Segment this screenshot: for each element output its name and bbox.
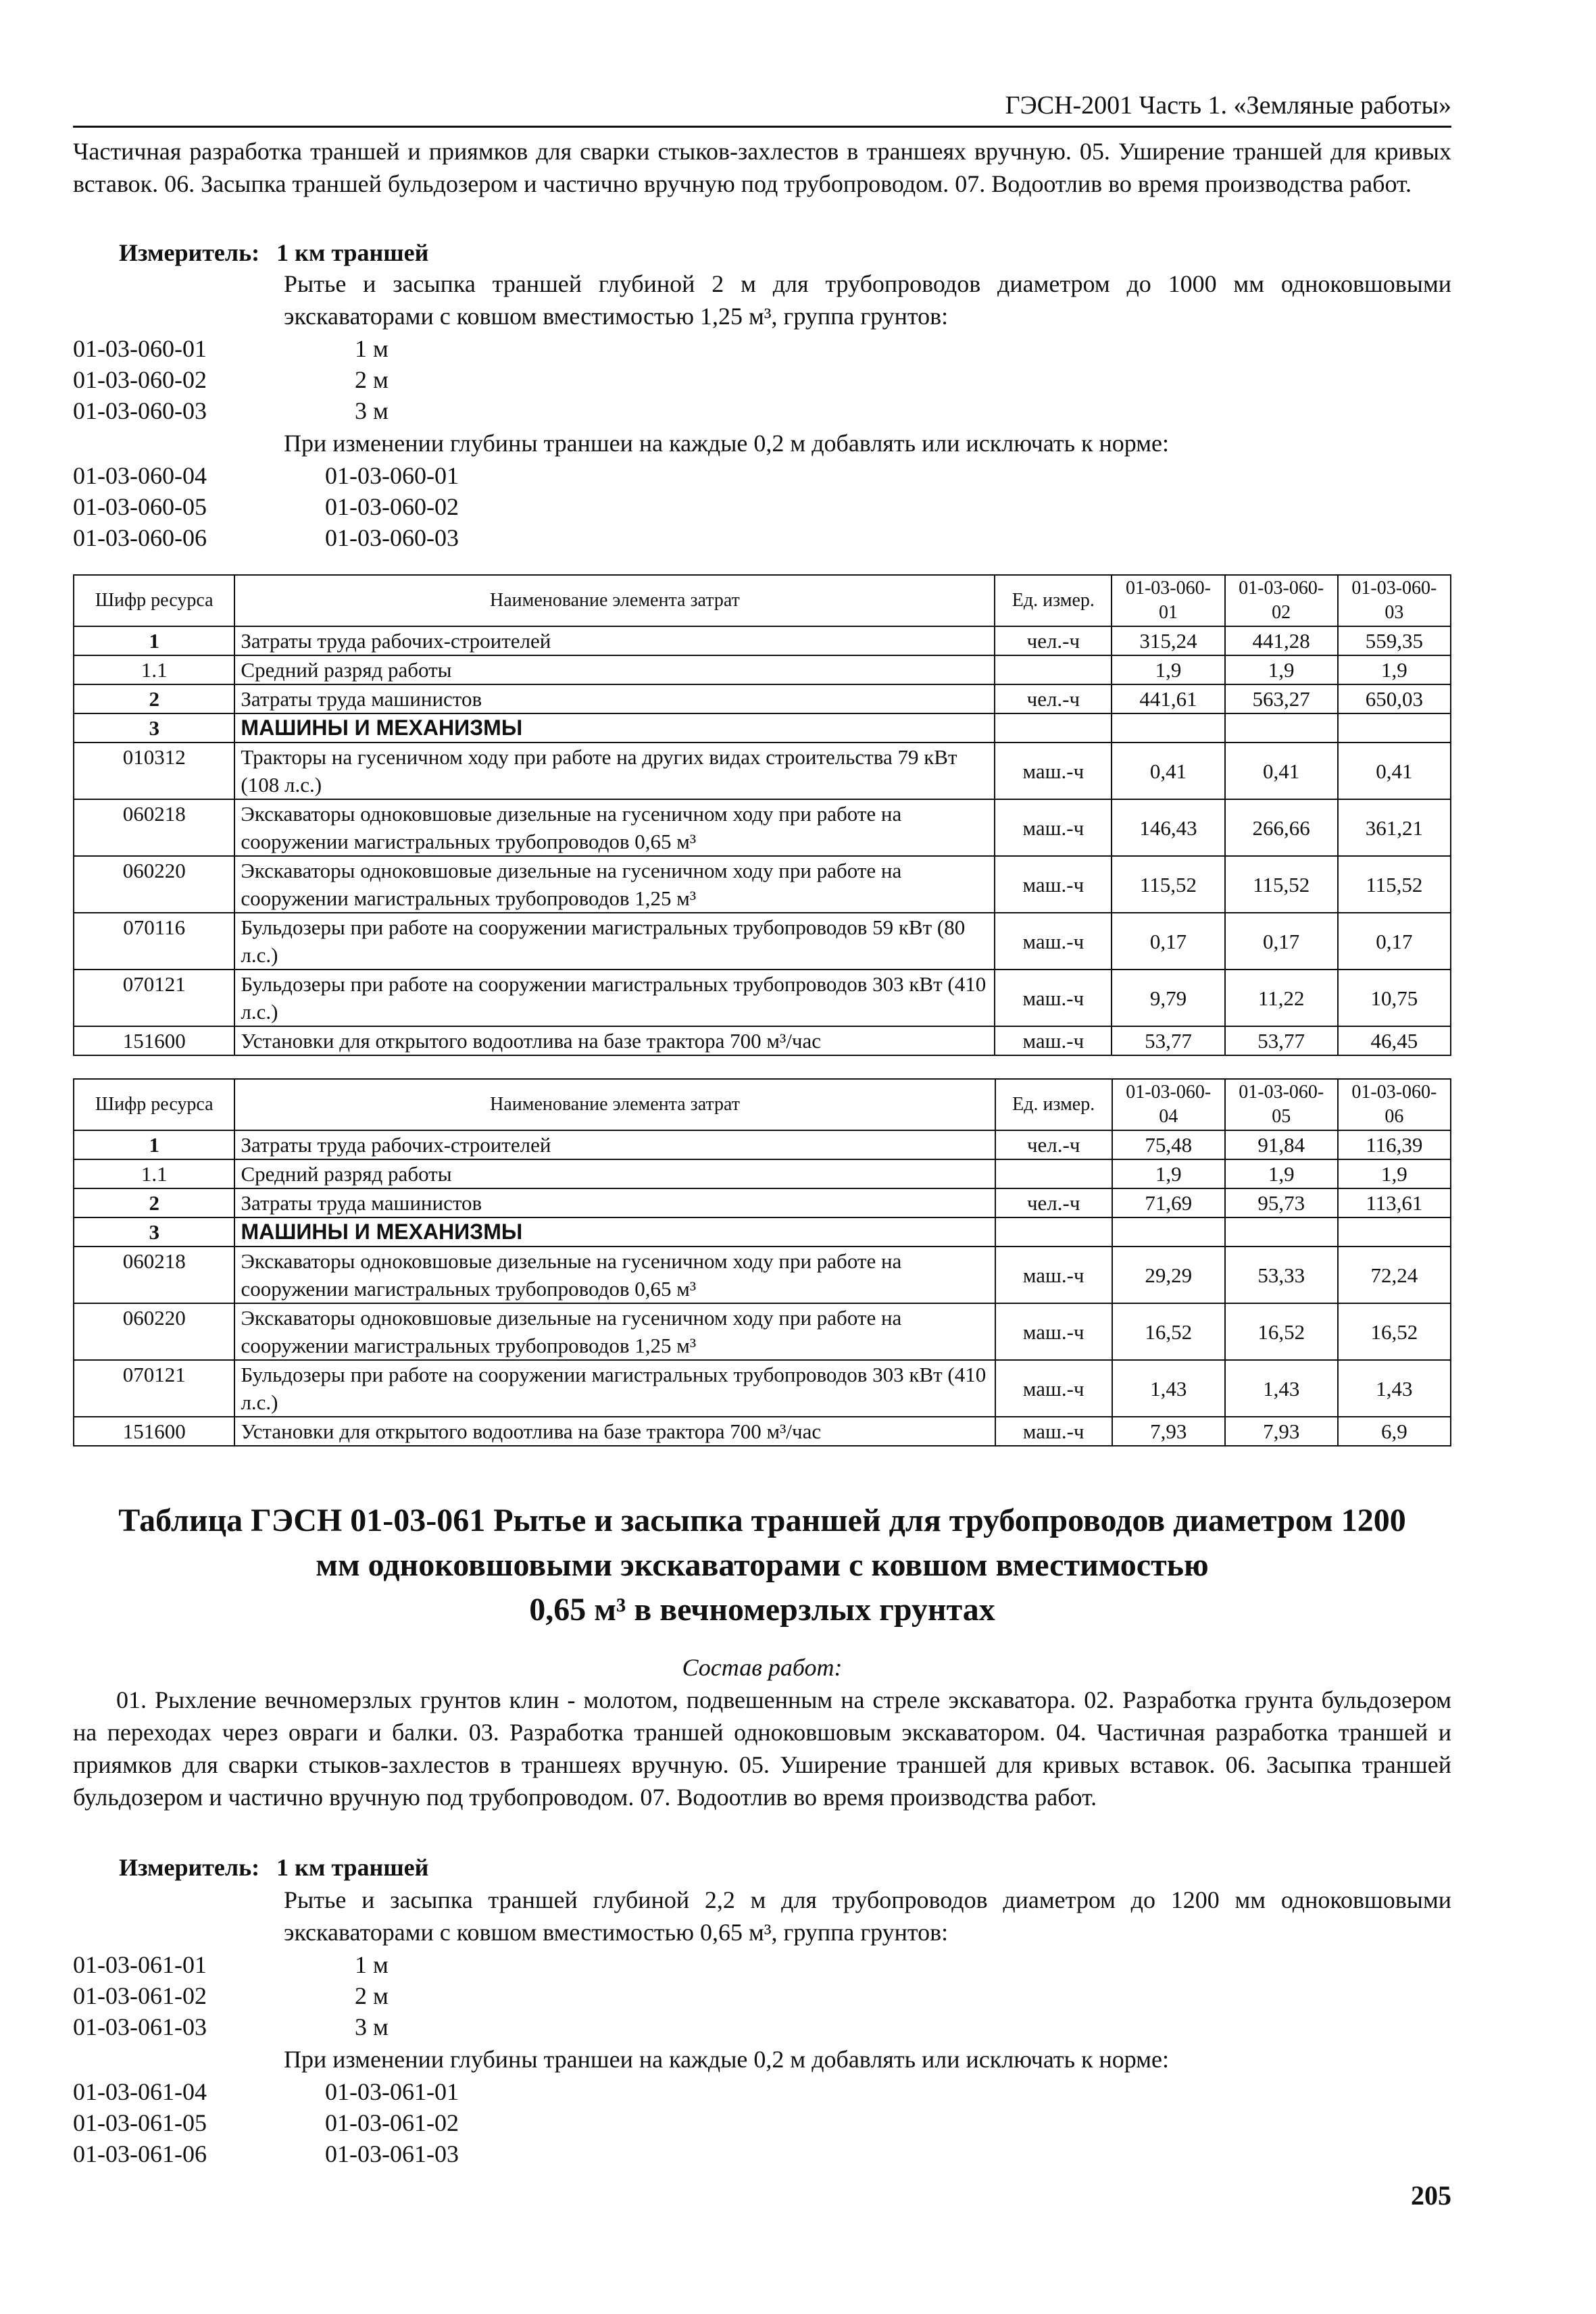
unit-cell: маш.-ч <box>995 970 1112 1026</box>
norm-value-cell: 53,77 <box>1225 1026 1338 1055</box>
norm-value-cell: 75,48 <box>1112 1130 1225 1159</box>
norm-value-cell: 115,52 <box>1112 856 1224 913</box>
norm-value-cell: 1,9 <box>1338 655 1451 684</box>
unit-cell <box>995 655 1112 684</box>
table-title <box>73 1499 1451 1632</box>
norm-code-value: 3 м <box>355 2013 389 2040</box>
depth-code: 01-03-061-05 <box>73 2109 207 2136</box>
unit-cell: чел.-ч <box>995 626 1112 655</box>
norm-value-cell: 0,17 <box>1338 913 1451 970</box>
norm-value-cell <box>1112 1217 1225 1247</box>
resource-code-cell: 1 <box>74 1130 234 1159</box>
unit-cell: маш.-ч <box>995 913 1112 970</box>
resource-code-cell: 060220 <box>74 1303 234 1360</box>
cost-element-cell: Затраты труда машинистов <box>234 684 995 713</box>
depth-code-row <box>73 522 459 553</box>
norm-value-cell <box>1225 713 1338 743</box>
norm-value-cell: 16,52 <box>1338 1303 1451 1360</box>
resource-code-cell: 1 <box>74 626 234 655</box>
norm-value-cell: 10,75 <box>1338 970 1451 1026</box>
table-header-row <box>74 1079 1451 1130</box>
norm-code: 01-03-060-03 <box>73 397 207 424</box>
norm-description: Рытье и засыпка траншей глубиной 2,2 м для трубопроводов диаметром до 1200 мм одноковшовыми экскаваторами с ковшом вместимостью 0,65 м³, группа грунтов: <box>284 1886 1451 1946</box>
norm-value-cell: 1,43 <box>1112 1360 1225 1417</box>
resource-code-cell: 151600 <box>74 1026 234 1055</box>
norm-value-cell: 6,9 <box>1338 1417 1451 1446</box>
unit-cell: маш.-ч <box>995 856 1112 913</box>
norm-code-row <box>73 1980 389 2011</box>
norm-code-row <box>73 363 389 395</box>
table-row <box>74 1247 1451 1303</box>
norm-code-value: 1 м <box>355 1951 389 1978</box>
depth-note: При изменении глубины траншеи на каждые 0,2 м добавлять или исключать к норме: <box>284 430 1169 457</box>
norm-code-row <box>73 395 389 426</box>
unit-cell: маш.-ч <box>995 1247 1112 1303</box>
norm-value-cell: 46,45 <box>1338 1026 1451 1055</box>
header-norm-5: 01-03-060-05 <box>1225 1079 1338 1130</box>
unit-cell: маш.-ч <box>995 1417 1112 1446</box>
resource-code-cell: 2 <box>74 684 234 713</box>
page-number: 205 <box>1411 2180 1451 2211</box>
resource-code-cell: 1.1 <box>74 655 234 684</box>
norm-code-value: 1 м <box>355 335 389 362</box>
norm-code: 01-03-060-02 <box>73 366 207 393</box>
table-title-line: 0,65 м³ в вечномерзлых грунтах <box>529 1592 995 1628</box>
depth-note: При изменении глубины траншеи на каждые 0,2 м добавлять или исключать к норме: <box>284 2046 1169 2073</box>
norm-value-cell: 1,43 <box>1225 1360 1338 1417</box>
norm-value-cell: 29,29 <box>1112 1247 1225 1303</box>
measurer-value: 1 км траншей <box>276 1854 429 1881</box>
header-unit: Ед. измер. <box>995 575 1112 626</box>
header-cost-element: Наименование элемента затрат <box>234 1079 995 1130</box>
norm-code-value: 3 м <box>355 397 389 424</box>
norm-value-cell: 91,84 <box>1225 1130 1338 1159</box>
resource-code-cell: 070121 <box>74 970 234 1026</box>
table-row <box>74 1217 1451 1247</box>
resource-code-cell: 3 <box>74 713 234 743</box>
norm-value-cell: 266,66 <box>1225 799 1338 856</box>
depth-code: 01-03-060-04 <box>73 462 207 489</box>
norm-value-cell: 7,93 <box>1112 1417 1225 1446</box>
norm-value-cell <box>1338 1217 1451 1247</box>
table-row <box>74 856 1451 913</box>
depth-code-ref: 01-03-061-03 <box>325 2140 459 2167</box>
norm-value-cell: 11,22 <box>1225 970 1338 1026</box>
unit-cell: маш.-ч <box>995 799 1112 856</box>
header-resource-code: Шифр ресурса <box>74 1079 234 1130</box>
header-rule <box>73 126 1451 128</box>
norm-value-cell <box>1338 713 1451 743</box>
unit-cell: маш.-ч <box>995 1303 1112 1360</box>
norm-value-cell: 1,9 <box>1112 655 1224 684</box>
norm-code-value: 2 м <box>355 366 389 393</box>
table-row <box>74 1188 1451 1217</box>
table-row <box>74 655 1451 684</box>
norm-code: 01-03-061-03 <box>73 2013 207 2040</box>
table-row <box>74 1026 1451 1055</box>
resource-code-cell: 010312 <box>74 743 234 799</box>
norm-code-value: 2 м <box>355 1982 389 2009</box>
norm-value-cell: 113,61 <box>1338 1188 1451 1217</box>
resource-code-cell: 151600 <box>74 1417 234 1446</box>
table-row <box>74 1417 1451 1446</box>
header-norm-4: 01-03-060-04 <box>1112 1079 1225 1130</box>
norm-code: 01-03-061-02 <box>73 1982 207 2009</box>
norm-value-cell: 0,17 <box>1112 913 1224 970</box>
cost-element-cell: Средний разряд работы <box>234 1159 995 1188</box>
measurer-line <box>119 1851 428 1884</box>
table-row <box>74 1130 1451 1159</box>
resource-code-cell: 070116 <box>74 913 234 970</box>
table-row <box>74 626 1451 655</box>
cost-element-cell: МАШИНЫ И МЕХАНИЗМЫ <box>234 1217 995 1247</box>
norm-value-cell: 441,28 <box>1225 626 1338 655</box>
unit-cell <box>995 1217 1112 1247</box>
norm-code-row <box>73 332 389 363</box>
norm-value-cell: 361,21 <box>1338 799 1451 856</box>
resource-code-cell: 070121 <box>74 1360 234 1417</box>
resource-code-cell: 060220 <box>74 856 234 913</box>
table-row <box>74 970 1451 1026</box>
header-norm-6: 01-03-060-06 <box>1338 1079 1451 1130</box>
works-continuation-text: Частичная разработка траншей и приямков для сварки стыков-захлестов в траншеях вручную. 05. Уширение траншей для кривых вставок. 06. Засыпка траншей бульдозером и частично вручную под трубопроводом. 07. Водоотлив во время производства работ. <box>73 138 1451 197</box>
table-header-row <box>74 575 1451 626</box>
cost-element-cell: Установки для открытого водоотлива на базе трактора 700 м³/час <box>234 1417 995 1446</box>
depth-code-ref: 01-03-061-02 <box>325 2109 459 2136</box>
norm-code-row <box>73 2011 389 2042</box>
unit-cell: чел.-ч <box>995 684 1112 713</box>
norm-value-cell: 1,43 <box>1338 1360 1451 1417</box>
unit-cell: маш.-ч <box>995 743 1112 799</box>
cost-element-cell: Бульдозеры при работе на сооружении магистральных трубопроводов 303 кВт (410 л.с.) <box>234 970 995 1026</box>
cost-element-cell: Тракторы на гусеничном ходу при работе на других видах строительства 79 кВт (108 л.с.) <box>234 743 995 799</box>
depth-code: 01-03-061-04 <box>73 2078 207 2105</box>
unit-cell: маш.-ч <box>995 1360 1112 1417</box>
measurer-line <box>119 236 428 269</box>
header-cost-element: Наименование элемента затрат <box>234 575 995 626</box>
norm-value-cell: 0,41 <box>1338 743 1451 799</box>
depth-code-ref: 01-03-060-03 <box>325 524 459 551</box>
cost-element-cell: Затраты труда рабочих-строителей <box>234 1130 995 1159</box>
norm-value-cell: 1,9 <box>1112 1159 1225 1188</box>
table-title-line: Таблица ГЭСН 01-03-061 Рытье и засыпка траншей для трубопроводов диаметром 1200 <box>118 1503 1406 1538</box>
cost-element-cell: Экскаваторы одноковшовые дизельные на гусеничном ходу при работе на сооружении магистральных трубопроводов 1,25 м³ <box>234 856 995 913</box>
table-row <box>74 1303 1451 1360</box>
measurer-label: Измеритель: <box>119 239 260 266</box>
norm-code: 01-03-061-01 <box>73 1951 207 1978</box>
works-text: 01. Рыхление вечномерзлых грунтов клин - молотом, подвешенным на стреле экскаватора. 02. Разработка грунта бульдозером на переходах через овраги и балки. 03. Разработка траншей одноковшовым экскаватором. 04. Частичная разработка траншей и приямков для сварки стыков-захлестов в траншеях вручную. 05. Уширение траншей для кривых вставок. 06. Засыпка траншей бульдозером и частично вручную под трубопроводом. 07. Водоотлив во время производства работ. <box>73 1686 1451 1811</box>
depth-code-row <box>73 491 459 522</box>
norm-value-cell: 16,52 <box>1112 1303 1225 1360</box>
depth-code-row <box>73 459 459 491</box>
resource-code-cell: 1.1 <box>74 1159 234 1188</box>
depth-code: 01-03-060-05 <box>73 493 207 520</box>
norm-value-cell: 71,69 <box>1112 1188 1225 1217</box>
norm-value-cell <box>1112 713 1224 743</box>
resource-table-1 <box>73 574 1451 1056</box>
header-norm-3: 01-03-060-03 <box>1338 575 1451 626</box>
cost-element-cell: Установки для открытого водоотлива на базе трактора 700 м³/час <box>234 1026 995 1055</box>
depth-code: 01-03-060-06 <box>73 524 207 551</box>
norm-value-cell: 7,93 <box>1225 1417 1338 1446</box>
norm-value-cell: 441,61 <box>1112 684 1224 713</box>
norm-code-row <box>73 1948 389 1980</box>
norm-value-cell: 72,24 <box>1338 1247 1451 1303</box>
cost-element-cell: Затраты труда машинистов <box>234 1188 995 1217</box>
norm-value-cell: 16,52 <box>1225 1303 1338 1360</box>
norm-value-cell: 53,33 <box>1225 1247 1338 1303</box>
cost-element-cell: Затраты труда рабочих-строителей <box>234 626 995 655</box>
header-norm-2: 01-03-060-02 <box>1225 575 1338 626</box>
table-row <box>74 743 1451 799</box>
norm-value-cell: 115,52 <box>1338 856 1451 913</box>
cost-element-cell: Бульдозеры при работе на сооружении магистральных трубопроводов 303 кВт (410 л.с.) <box>234 1360 995 1417</box>
norm-value-cell: 1,9 <box>1338 1159 1451 1188</box>
cost-element-cell: Средний разряд работы <box>234 655 995 684</box>
cost-element-cell: Бульдозеры при работе на сооружении магистральных трубопроводов 59 кВт (80 л.с.) <box>234 913 995 970</box>
norm-value-cell: 563,27 <box>1225 684 1338 713</box>
table-title-line: мм одноковшовыми экскаваторами с ковшом вместимостью <box>316 1547 1209 1583</box>
cost-element-cell: Экскаваторы одноковшовые дизельные на гусеничном ходу при работе на сооружении магистральных трубопроводов 0,65 м³ <box>234 799 995 856</box>
depth-code: 01-03-061-06 <box>73 2140 207 2167</box>
norm-value-cell: 95,73 <box>1225 1188 1338 1217</box>
depth-code-row <box>73 2138 459 2169</box>
table-row <box>74 799 1451 856</box>
header-resource-code: Шифр ресурса <box>74 575 234 626</box>
table-body <box>74 626 1451 1055</box>
running-header: ГЭСН-2001 Часть 1. «Земляные работы» <box>1005 91 1451 120</box>
norm-value-cell: 9,79 <box>1112 970 1224 1026</box>
unit-cell: чел.-ч <box>995 1130 1112 1159</box>
norm-value-cell: 650,03 <box>1338 684 1451 713</box>
norm-value-cell <box>1225 1217 1338 1247</box>
table-row <box>74 913 1451 970</box>
norm-value-cell: 115,52 <box>1225 856 1338 913</box>
norm-value-cell: 146,43 <box>1112 799 1224 856</box>
unit-cell <box>995 713 1112 743</box>
unit-cell: чел.-ч <box>995 1188 1112 1217</box>
table-row <box>74 684 1451 713</box>
norm-value-cell: 1,9 <box>1225 1159 1338 1188</box>
resource-code-cell: 2 <box>74 1188 234 1217</box>
depth-code-ref: 01-03-060-02 <box>325 493 459 520</box>
norm-value-cell: 116,39 <box>1338 1130 1451 1159</box>
depth-code-row <box>73 2076 459 2107</box>
table-row <box>74 1360 1451 1417</box>
resource-code-cell: 060218 <box>74 799 234 856</box>
resource-table-2 <box>73 1078 1451 1447</box>
section-title: Состав работ: <box>682 1654 843 1681</box>
resource-code-cell: 060218 <box>74 1247 234 1303</box>
unit-cell: маш.-ч <box>995 1026 1112 1055</box>
depth-code-ref: 01-03-061-01 <box>325 2078 459 2105</box>
norm-value-cell: 53,77 <box>1112 1026 1224 1055</box>
table-row <box>74 713 1451 743</box>
depth-code-ref: 01-03-060-01 <box>325 462 459 489</box>
norm-value-cell: 559,35 <box>1338 626 1451 655</box>
norm-description: Рытье и засыпка траншей глубиной 2 м для трубопроводов диаметром до 1000 мм одноковшовыми экскаваторами с ковшом вместимостью 1,25 м³, группа грунтов: <box>284 270 1451 330</box>
resource-code-cell: 3 <box>74 1217 234 1247</box>
table-body <box>74 1130 1451 1446</box>
unit-cell <box>995 1159 1112 1188</box>
norm-value-cell: 0,17 <box>1225 913 1338 970</box>
norm-value-cell: 0,41 <box>1112 743 1224 799</box>
depth-code-row <box>73 2107 459 2138</box>
measurer-label: Измеритель: <box>119 1854 260 1881</box>
norm-value-cell: 1,9 <box>1225 655 1338 684</box>
norm-value-cell: 0,41 <box>1225 743 1338 799</box>
header-unit: Ед. измер. <box>995 1079 1112 1130</box>
header-norm-1: 01-03-060-01 <box>1112 575 1224 626</box>
cost-element-cell: МАШИНЫ И МЕХАНИЗМЫ <box>234 713 995 743</box>
cost-element-cell: Экскаваторы одноковшовые дизельные на гусеничном ходу при работе на сооружении магистральных трубопроводов 0,65 м³ <box>234 1247 995 1303</box>
norm-code: 01-03-060-01 <box>73 335 207 362</box>
table-row <box>74 1159 1451 1188</box>
cost-element-cell: Экскаваторы одноковшовые дизельные на гусеничном ходу при работе на сооружении магистральных трубопроводов 1,25 м³ <box>234 1303 995 1360</box>
norm-value-cell: 315,24 <box>1112 626 1224 655</box>
measurer-value: 1 км траншей <box>276 239 429 266</box>
